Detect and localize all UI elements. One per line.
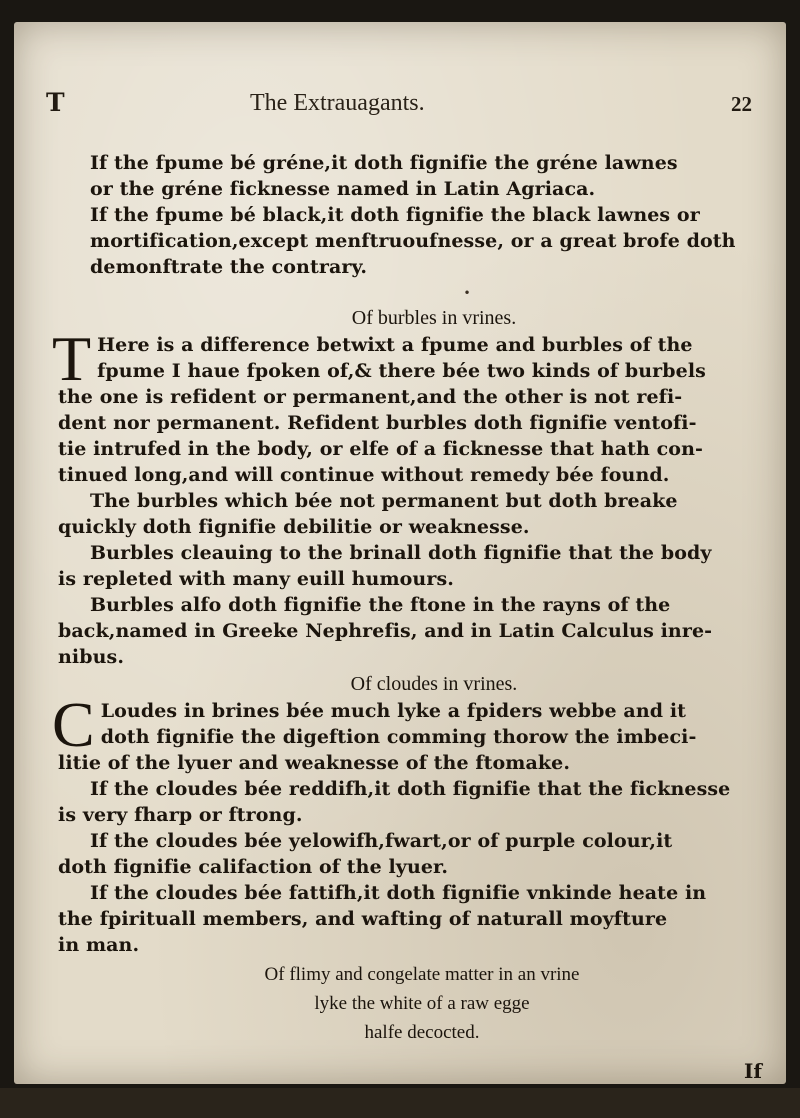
text-line: demonftrate the contrary. (90, 256, 368, 278)
text-line: doth fignifie califaction of the lyuer. (58, 856, 449, 878)
paragraph-cloudes-fattish (58, 880, 786, 958)
paragraph-cloudes-reddish (58, 776, 786, 828)
page-number: 22 (731, 92, 752, 116)
section-heading-flimy-matter (58, 962, 786, 1045)
text-line: doth fignifie the digeftion comming thorow the imbeci- (100, 726, 697, 748)
paragraph-burbles (52, 323, 786, 488)
text-line: quickly doth fignifie debilitie or weaknesse. (58, 516, 530, 538)
page-body (52, 150, 786, 1083)
running-title: The Extrauagants. (250, 90, 425, 116)
heading-line: lyke the white of a raw egge (314, 993, 530, 1014)
text-line: fpume I haue fpoken of,& there bée two kinds of burbels (97, 360, 706, 382)
heading-line: halfe decocted. (364, 1022, 480, 1043)
text-line: If the cloudes bée yelowifh,fwart,or of purple colour,it (90, 830, 673, 852)
heading-line: Of flimy and congelate matter in an vrine (264, 964, 580, 985)
section-heading-cloudes: Of cloudes in vrines. (350, 673, 518, 695)
scan-border (0, 1088, 800, 1118)
text-line: Loudes in brines bée much lyke a fpiders webbe and it (100, 700, 687, 722)
text-line: in man. (58, 934, 140, 956)
text-line: mortification,except menftruoufnesse, or a great brofe doth (90, 230, 736, 252)
text-line: If the cloudes bée fattifh,it doth fignifie vnkinde heate in (90, 882, 707, 904)
text-line: is repleted with many euill humours. (58, 568, 454, 590)
text-line: Burbles cleauing to the brinall doth fignifie that the body (90, 542, 712, 564)
text-line: the fpirituall members, and wafting of naturall moyfture (58, 908, 668, 930)
text-line: nibus. (58, 646, 125, 668)
text-line: the one is refident or permanent,and the other is not refi- (58, 386, 683, 408)
text-line: The burbles which bée not permanent but doth breake (90, 490, 678, 512)
signature-mark: T (46, 88, 65, 117)
text-line: dent nor permanent. Refident burbles doth fignifie ventofi- (58, 412, 697, 434)
paragraph-burbles-not-permanent (58, 488, 786, 540)
paragraph-cloudes-yelowish (58, 828, 786, 880)
text-line: or the gréne ficknesse named in Latin Agriaca. (90, 178, 596, 200)
drop-cap: T (52, 323, 92, 394)
text-line: tie intrufed in the body, or elfe of a ficknesse that hath con- (58, 438, 703, 460)
paragraph-burbles-cleauing (58, 540, 786, 592)
section-ornament: • (463, 286, 471, 300)
text-line: If the cloudes bée reddifh,it doth fignifie that the ficknesse (90, 778, 731, 800)
text-line: back,named in Greeke Nephrefis, and in Latin Calculus inre- (58, 620, 713, 642)
paragraph-cloudes (52, 689, 786, 776)
text-line: If the fpume bé gréne,it doth fignifie the gréne lawnes (90, 152, 678, 174)
text-line: is very fharp or ftrong. (58, 804, 303, 826)
drop-cap: C (52, 689, 95, 760)
text-line: litie of the lyuer and weaknesse of the ftomake. (58, 752, 571, 774)
page-header (14, 80, 786, 120)
text-line: Burbles alfo doth fignifie the ftone in the rayns of the (90, 594, 671, 616)
text-line: tinued long,and will continue without remedy bée found. (58, 464, 670, 486)
paragraph-burbles-stone (58, 592, 786, 670)
section-colour-of-fpume (58, 150, 786, 280)
text-line: Here is a difference betwixt a fpume and burbles of the (97, 334, 693, 356)
text-line: If the fpume bé black,it doth fignifie the black lawnes or (90, 204, 700, 226)
book-page (14, 22, 786, 1084)
catchword: If (744, 1059, 762, 1083)
section-heading-burbles: Of burbles in vrines. (351, 307, 517, 329)
